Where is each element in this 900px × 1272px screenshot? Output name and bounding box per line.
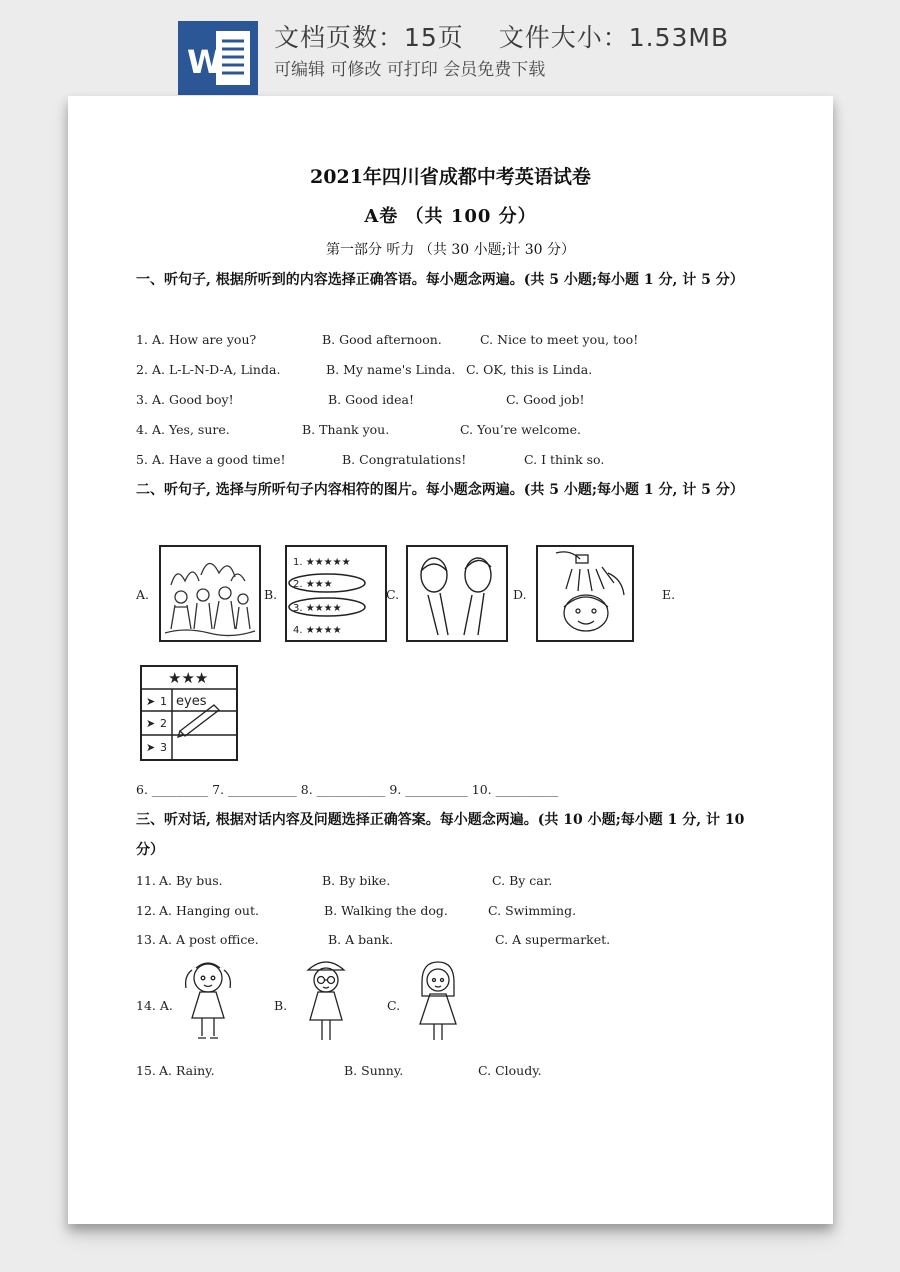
picture-14b-girl-hat-glasses — [296, 958, 356, 1050]
question-5-option-b: B. Congratulations! — [342, 452, 467, 467]
exam-subtitle: A卷 （共 100 分） — [364, 206, 537, 227]
svg-text:★★★: ★★★ — [168, 669, 209, 687]
question-5-option-c: C. I think so. — [524, 452, 605, 467]
section-one-heading: 一、听句子, 根据所听到的内容选择正确答语。每小题念两遍。(共 5 小题;每小题 1 分, 计 5 分） — [136, 272, 744, 288]
question-2-number: 2. — [136, 362, 148, 377]
svg-text:➤: ➤ — [146, 695, 156, 708]
exam-title: 2021年四川省成都中考英语试卷 — [310, 166, 591, 188]
question-2-option-c: C. OK, this is Linda. — [466, 362, 593, 377]
question-4-option-a: A. Yes, sure. — [152, 422, 230, 437]
question-14-option-c: C. — [387, 998, 401, 1013]
svg-text:W: W — [187, 43, 223, 81]
svg-text:4. ★★★★: 4. ★★★★ — [293, 625, 342, 636]
question-12-number: 12. — [136, 903, 156, 918]
document-page — [68, 96, 833, 1224]
svg-text:eyes: eyes — [176, 694, 207, 709]
picture-c-label: C. — [386, 587, 400, 602]
part-one-heading: 第一部分 听力 （共 30 小题;计 30 分） — [325, 242, 576, 258]
picture-c-two-faces — [406, 545, 508, 642]
question-1-option-c: C. Nice to meet you, too! — [480, 332, 639, 347]
svg-text:2: 2 — [160, 717, 167, 730]
word-doc-icon — [178, 21, 258, 95]
question-12-option-a: A. Hanging out. — [159, 903, 259, 918]
question-13-option-a: A. A post office. — [159, 932, 259, 947]
answer-blanks-6-to-10: 6. _________ 7. ___________ 8. ___________ 9. __________ 10. __________ — [136, 782, 559, 797]
question-15-option-a: A. Rainy. — [159, 1063, 215, 1078]
question-3-number: 3. — [136, 392, 148, 407]
question-1-number: 1. — [136, 332, 148, 347]
question-12-option-c: C. Swimming. — [488, 903, 577, 918]
picture-d-label: D. — [513, 587, 527, 602]
question-15-option-c: C. Cloudy. — [478, 1063, 542, 1078]
picture-e-eyes-table — [140, 665, 238, 761]
question-2-option-b: B. My name's Linda. — [326, 362, 456, 377]
question-4-option-b: B. Thank you. — [302, 422, 390, 437]
doc-actions-text: 可编辑 可修改 可打印 会员免费下载 — [274, 60, 546, 80]
question-15-option-b: B. Sunny. — [344, 1063, 404, 1078]
question-4-option-c: C. You’re welcome. — [460, 422, 581, 437]
file-info-header — [0, 0, 900, 100]
picture-e-label: E. — [662, 587, 676, 602]
question-3-option-b: B. Good idea! — [328, 392, 415, 407]
question-13-option-b: B. A bank. — [328, 932, 394, 947]
question-11-option-a: A. By bus. — [159, 873, 223, 888]
question-4-number: 4. — [136, 422, 148, 437]
svg-text:3: 3 — [160, 741, 167, 754]
picture-a-people-in-park — [159, 545, 261, 642]
question-5-number: 5. — [136, 452, 148, 467]
question-11-option-c: C. By car. — [492, 873, 553, 888]
question-11-number: 11. — [136, 873, 156, 888]
svg-text:1: 1 — [160, 695, 167, 708]
svg-text:3. ★★★★: 3. ★★★★ — [293, 603, 342, 614]
svg-text:➤: ➤ — [146, 717, 156, 730]
svg-text:1. ★★★★★: 1. ★★★★★ — [293, 557, 351, 568]
section-three-heading: 三、听对话, 根据对话内容及问题选择正确答案。每小题念两遍。(共 10 小题;每小题 1 分, 计 10 分） — [136, 812, 745, 858]
svg-text:➤: ➤ — [146, 741, 156, 754]
question-11-option-b: B. By bike. — [322, 873, 391, 888]
section-two-heading: 二、听句子, 选择与所听句子内容相符的图片。每小题念两遍。(共 5 小题;每小题 1 分, 计 5 分） — [136, 482, 744, 498]
question-14-option-b: B. — [274, 998, 288, 1013]
question-1-option-b: B. Good afternoon. — [322, 332, 442, 347]
picture-b-star-list — [285, 545, 387, 642]
question-14-number-a: 14. A. — [136, 998, 173, 1013]
question-13-number: 13. — [136, 932, 156, 947]
svg-text:2. ★★★: 2. ★★★ — [293, 579, 333, 590]
picture-14a-girl-pigtails — [178, 958, 238, 1050]
question-3-option-c: C. Good job! — [506, 392, 585, 407]
question-5-option-a: A. Have a good time! — [152, 452, 286, 467]
picture-a-label: A. — [136, 587, 150, 602]
picture-b-label: B. — [264, 587, 278, 602]
doc-info-text: 文档页数：15页 文件大小：1.53MB — [274, 23, 730, 52]
question-3-option-a: A. Good boy! — [152, 392, 234, 407]
question-2-option-a: A. L-L-N-D-A, Linda. — [152, 362, 281, 377]
question-13-option-c: C. A supermarket. — [495, 932, 611, 947]
picture-14c-girl-dress — [408, 958, 468, 1050]
picture-d-girl-in-shower — [536, 545, 634, 642]
question-1-option-a: A. How are you? — [152, 332, 257, 347]
question-12-option-b: B. Walking the dog. — [324, 903, 448, 918]
question-15-number: 15. — [136, 1063, 156, 1078]
